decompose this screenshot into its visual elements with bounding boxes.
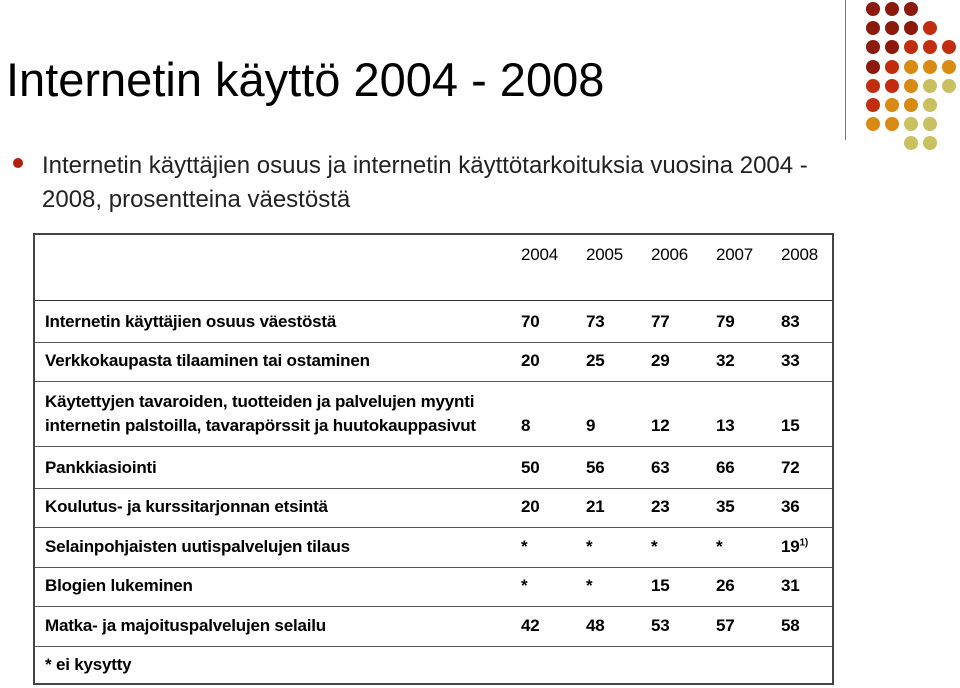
row-label: Internetin käyttäjien osuus väestöstä <box>45 312 337 331</box>
decor-dot <box>904 98 918 112</box>
table-cell: 35 <box>716 497 735 516</box>
table-cell: 56 <box>586 458 605 477</box>
decor-dot <box>942 40 956 54</box>
row-label: Verkkokaupasta tilaaminen tai ostaminen <box>45 351 370 370</box>
table-cell: 70 <box>521 312 540 331</box>
table-cell: 33 <box>781 351 800 370</box>
table-cell: 79 <box>716 312 735 331</box>
table-cell: 53 <box>651 616 670 635</box>
table-cell: 15 <box>651 576 670 595</box>
bullet-point <box>13 158 23 168</box>
table-cell: 63 <box>651 458 670 477</box>
row-divider <box>35 342 832 343</box>
table-cell: 13 <box>716 416 735 435</box>
table-cell: 58 <box>781 616 800 635</box>
year-header: 2006 <box>651 245 689 264</box>
decor-dot <box>885 98 899 112</box>
decor-dot <box>904 136 918 150</box>
decor-dot <box>904 21 918 35</box>
decor-dot <box>923 60 937 74</box>
table-cell: * <box>521 576 528 595</box>
table-cell: 66 <box>716 458 735 477</box>
year-header: 2007 <box>716 245 754 264</box>
decor-dot <box>885 79 899 93</box>
decor-dot <box>866 98 880 112</box>
data-table <box>33 233 834 685</box>
decor-dot <box>904 40 918 54</box>
table-cell: 32 <box>716 351 735 370</box>
row-label: Matka- ja majoituspalvelujen selailu <box>45 616 326 635</box>
decor-dot <box>866 40 880 54</box>
year-header: 2005 <box>586 245 624 264</box>
decor-dot <box>942 60 956 74</box>
table-cell: 29 <box>651 351 670 370</box>
table-cell: 57 <box>716 616 735 635</box>
row-label: Blogien lukeminen <box>45 576 193 595</box>
row-divider <box>35 381 832 382</box>
decor-dot <box>904 79 918 93</box>
page-title: Internetin käyttö 2004 - 2008 <box>6 53 605 106</box>
decor-dot <box>866 21 880 35</box>
decor-dot <box>885 21 899 35</box>
row-label: Koulutus- ja kurssitarjonnan etsintä <box>45 497 328 516</box>
decor-dot <box>885 2 899 16</box>
decorative-dot-grid <box>0 0 960 160</box>
decor-dot <box>904 117 918 131</box>
table-cell: * <box>586 576 593 595</box>
table-cell: 8 <box>521 416 531 435</box>
cell-value: 19 <box>781 537 800 556</box>
subtitle: Internetin käyttäjien osuus ja internetin käyttötarkoituksia vuosina 2004 - 2008, prosentteina väestöstä <box>42 152 808 213</box>
row-divider <box>35 567 832 568</box>
decor-dot <box>923 21 937 35</box>
row-divider <box>35 606 832 607</box>
decor-dot <box>866 2 880 16</box>
table-cell: 9 <box>586 416 596 435</box>
decor-dot <box>923 98 937 112</box>
table-cell: 50 <box>521 458 540 477</box>
decor-dot <box>885 40 899 54</box>
table-cell: * <box>716 537 723 556</box>
decor-dot <box>885 60 899 74</box>
row-label: Pankkiasiointi <box>45 458 157 477</box>
decor-dot <box>923 40 937 54</box>
table-cell: 31 <box>781 576 800 595</box>
footnote-marker: 1) <box>799 537 809 549</box>
table-cell: 48 <box>586 616 605 635</box>
decor-dot <box>923 136 937 150</box>
table-cell: 42 <box>521 616 540 635</box>
table-cell: * <box>651 537 658 556</box>
table-footnote: * ei kysytty <box>45 655 132 674</box>
decor-dot <box>923 117 937 131</box>
row-label: Selainpohjaisten uutispalvelujen tilaus <box>45 537 350 556</box>
table-cell: 73 <box>586 312 605 331</box>
decor-dot <box>866 117 880 131</box>
row-divider <box>35 446 832 447</box>
row-divider <box>35 646 832 647</box>
table-cell: 20 <box>521 351 540 370</box>
row-label-line2: internetin palstoilla, tavarapörssit ja huutokauppasivut <box>45 416 476 435</box>
table-cell: 36 <box>781 497 800 516</box>
year-header: 2004 <box>521 245 559 264</box>
decor-dot <box>885 117 899 131</box>
table-cell: 15 <box>781 416 800 435</box>
table-cell <box>781 537 808 557</box>
table-cell: 12 <box>651 416 670 435</box>
table-cell: 83 <box>781 312 800 331</box>
table-cell: * <box>521 537 528 556</box>
row-divider <box>35 488 832 489</box>
decor-dot <box>866 79 880 93</box>
table-cell: 72 <box>781 458 800 477</box>
row-label: Käytettyjen tavaroiden, tuotteiden ja palvelujen myynti <box>45 392 475 411</box>
decor-dot <box>904 2 918 16</box>
year-header: 2008 <box>781 245 819 264</box>
decor-dot <box>904 60 918 74</box>
decor-dot <box>942 79 956 93</box>
table-cell: 26 <box>716 576 735 595</box>
table-cell: 25 <box>586 351 605 370</box>
table-cell: 20 <box>521 497 540 516</box>
table-cell: 21 <box>586 497 605 516</box>
table-cell: 23 <box>651 497 670 516</box>
table-cell: 77 <box>651 312 670 331</box>
header-divider <box>35 300 832 301</box>
decor-dot <box>923 79 937 93</box>
row-divider <box>35 527 832 528</box>
table-cell: * <box>586 537 593 556</box>
decor-dot <box>866 60 880 74</box>
